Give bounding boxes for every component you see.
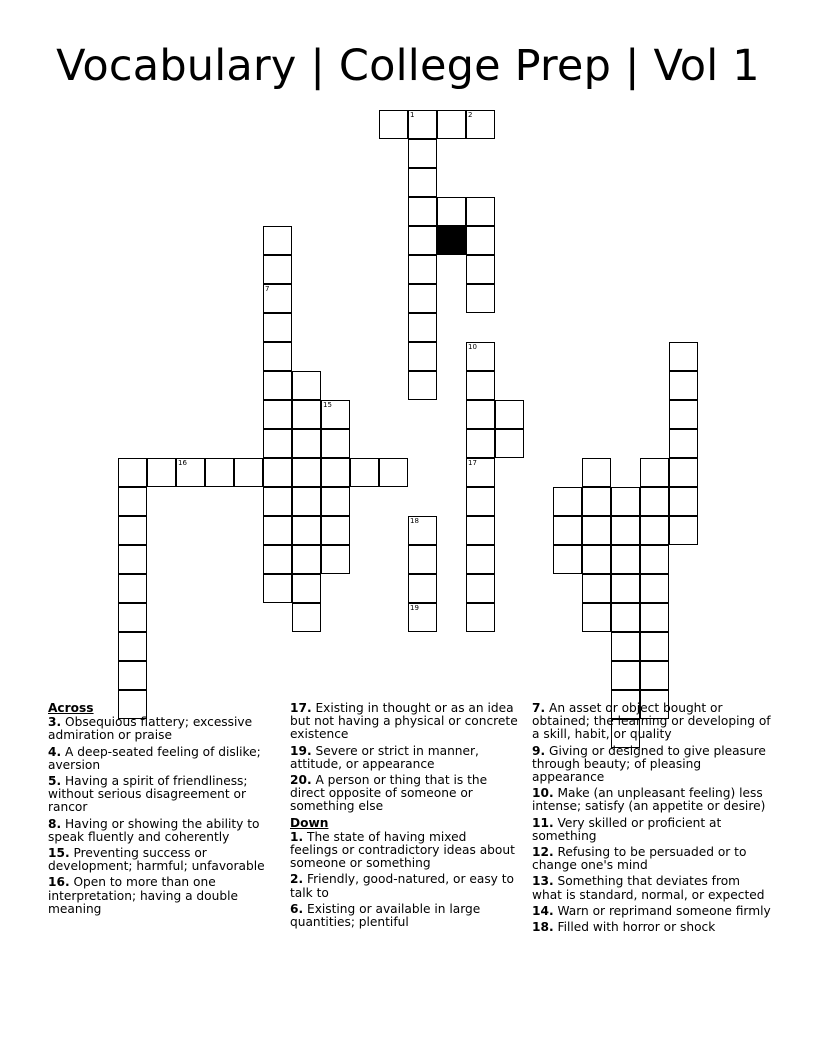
grid-cell[interactable] [611, 661, 640, 690]
grid-cell[interactable] [118, 661, 147, 690]
clue-number: 11. [532, 815, 554, 830]
cell-number: 18 [410, 517, 419, 525]
grid-cell[interactable] [350, 458, 379, 487]
grid-cell[interactable] [292, 516, 321, 545]
clue-number: 19. [290, 743, 312, 758]
grid-cell[interactable] [495, 429, 524, 458]
grid-cell[interactable] [263, 313, 292, 342]
clue-text: Having a spirit of friendliness; without serious disagreement or rancor [48, 774, 248, 815]
grid-cell[interactable] [669, 458, 698, 487]
clue-item [48, 716, 273, 742]
grid-cell[interactable] [408, 574, 437, 603]
clue-text: A person or thing that is the direct opposite of someone or something else [290, 773, 488, 814]
grid-cell[interactable] [292, 400, 321, 429]
grid-cell[interactable] [640, 632, 669, 661]
clue-text: Obsequious flattery; excessive admiration or praise [48, 715, 253, 743]
page-title: Vocabulary | College Prep | Vol 1 [56, 41, 760, 91]
clue-item [532, 905, 772, 918]
clue-column-1 [48, 702, 273, 919]
clue-item [532, 921, 772, 934]
grid-cell[interactable] [118, 603, 147, 632]
grid-cell[interactable] [263, 429, 292, 458]
grid-cell[interactable] [292, 458, 321, 487]
clue-number: 10. [532, 786, 554, 801]
black-cell [437, 226, 466, 255]
grid-cell[interactable] [611, 632, 640, 661]
grid-cell[interactable] [640, 487, 669, 516]
grid-cell[interactable] [263, 255, 292, 284]
grid-cell[interactable] [582, 574, 611, 603]
grid-cell[interactable] [466, 545, 495, 574]
cell-number: 17 [468, 459, 477, 467]
clue-text: Giving or designed to give pleasure through beauty; of pleasing appearance [532, 743, 766, 785]
clue-number: 6. [290, 901, 304, 916]
grid-cell[interactable] [640, 516, 669, 545]
grid-cell[interactable] [263, 371, 292, 400]
grid-cell[interactable] [640, 574, 669, 603]
cell-number: 15 [323, 401, 332, 409]
grid-cell[interactable] [118, 487, 147, 516]
grid-cell[interactable] [263, 342, 292, 371]
cell-number: 16 [178, 459, 187, 467]
clue-number: 16. [48, 875, 70, 890]
clue-number: 13. [532, 874, 554, 889]
grid-cell[interactable] [263, 545, 292, 574]
grid-cell[interactable] [669, 342, 698, 371]
grid-cell[interactable] [263, 516, 292, 545]
grid-cell[interactable] [437, 110, 466, 139]
grid-cell[interactable] [669, 487, 698, 516]
grid-cell[interactable] [321, 516, 350, 545]
clue-text: Refusing to be persuaded or to change one's mind [532, 845, 747, 873]
grid-cell[interactable] [379, 458, 408, 487]
clue-number: 20. [290, 773, 312, 788]
clue-item [290, 702, 518, 742]
grid-cell[interactable] [263, 574, 292, 603]
grid-cell[interactable] [466, 342, 495, 371]
grid-cell[interactable] [292, 545, 321, 574]
clue-number: 15. [48, 846, 70, 861]
grid-cell[interactable] [408, 197, 437, 226]
grid-cell[interactable] [118, 574, 147, 603]
clue-item [48, 847, 273, 873]
clue-text: Open to more than one interpretation; having a double meaning [48, 875, 238, 916]
clue-text: A deep-seated feeling of dislike; aversion [48, 744, 261, 772]
grid-cell[interactable] [553, 516, 582, 545]
clue-number: 3. [48, 715, 62, 730]
grid-cell[interactable] [611, 545, 640, 574]
clue-number: 12. [532, 845, 554, 860]
grid-cell[interactable] [582, 516, 611, 545]
clue-item [532, 702, 772, 742]
grid-cell[interactable] [292, 429, 321, 458]
grid-cell[interactable] [466, 458, 495, 487]
clue-item [290, 774, 518, 814]
clue-number: 18. [532, 920, 554, 935]
grid-cell[interactable] [408, 516, 437, 545]
clue-item [290, 873, 518, 899]
grid-cell[interactable] [466, 429, 495, 458]
grid-cell[interactable] [669, 371, 698, 400]
clue-column-2 [290, 702, 518, 932]
grid-cell[interactable] [118, 516, 147, 545]
across-heading: Across [48, 701, 94, 715]
cell-number: 19 [410, 604, 419, 612]
grid-cell[interactable] [466, 603, 495, 632]
grid-cell[interactable] [321, 487, 350, 516]
cell-number: 1 [410, 111, 415, 119]
clue-number: 1. [290, 829, 304, 844]
clue-text: Filled with horror or shock [553, 920, 716, 935]
cell-number: 2 [468, 111, 473, 119]
clue-text: Existing or available in large quantities; plentiful [290, 901, 481, 930]
clue-text: Make (an unpleasant feeling) less intense; satisfy (an appetite or desire) [532, 786, 766, 814]
grid-cell[interactable] [582, 603, 611, 632]
clue-item [532, 817, 772, 843]
clue-text: Warn or reprimand someone firmly [553, 903, 771, 918]
grid-cell[interactable] [408, 545, 437, 574]
clue-item [48, 818, 273, 844]
grid-cell[interactable] [408, 255, 437, 284]
clue-item [532, 875, 772, 901]
grid-cell[interactable] [669, 429, 698, 458]
cell-number: 7 [265, 285, 270, 293]
grid-cell[interactable] [408, 139, 437, 168]
clue-text: Severe or strict in manner, attitude, or appearance [290, 743, 479, 771]
clue-item [290, 745, 518, 771]
grid-cell[interactable] [553, 487, 582, 516]
clue-text: The state of having mixed feelings or contradictory ideas about someone or something [290, 829, 515, 871]
grid-cell[interactable] [466, 371, 495, 400]
clue-text: Something that deviates from what is standard, normal, or expected [532, 874, 765, 902]
clue-text: Very skilled or proficient at something [532, 815, 722, 843]
grid-cell[interactable] [408, 371, 437, 400]
grid-cell[interactable] [292, 487, 321, 516]
grid-cell[interactable] [611, 574, 640, 603]
grid-cell[interactable] [118, 458, 147, 487]
grid-cell[interactable] [408, 603, 437, 632]
grid-cell[interactable] [321, 545, 350, 574]
grid-cell[interactable] [379, 110, 408, 139]
clue-number: 17. [290, 701, 312, 715]
grid-cell[interactable] [640, 661, 669, 690]
clue-item [532, 787, 772, 813]
grid-cell[interactable] [582, 545, 611, 574]
grid-cell[interactable] [669, 400, 698, 429]
grid-cell[interactable] [611, 516, 640, 545]
clue-text: Friendly, good-natured, or easy to talk to [290, 872, 515, 900]
clue-number: 8. [48, 816, 62, 831]
clue-number: 14. [532, 903, 554, 918]
grid-cell[interactable] [408, 284, 437, 313]
grid-cell[interactable] [118, 545, 147, 574]
grid-cell[interactable] [466, 284, 495, 313]
grid-cell[interactable] [640, 458, 669, 487]
grid-cell[interactable] [466, 255, 495, 284]
grid-cell[interactable] [582, 487, 611, 516]
grid-cell[interactable] [408, 110, 437, 139]
grid-cell[interactable] [640, 603, 669, 632]
grid-cell[interactable] [466, 110, 495, 139]
grid-cell[interactable] [466, 487, 495, 516]
clue-text: Existing in thought or as an idea but not having a physical or concrete existence [290, 701, 518, 742]
grid-cell[interactable] [263, 487, 292, 516]
grid-cell[interactable] [292, 371, 321, 400]
grid-cell[interactable] [234, 458, 263, 487]
clue-item [290, 831, 518, 871]
clue-column-3 [532, 702, 772, 937]
grid-cell[interactable] [669, 516, 698, 545]
cell-number: 10 [468, 343, 477, 351]
grid-cell[interactable] [408, 168, 437, 197]
clue-number: 9. [532, 743, 546, 758]
grid-cell[interactable] [321, 400, 350, 429]
grid-cell[interactable] [640, 545, 669, 574]
grid-cell[interactable] [611, 487, 640, 516]
grid-cell[interactable] [466, 574, 495, 603]
grid-cell[interactable] [176, 458, 205, 487]
clue-number: 2. [290, 872, 304, 887]
grid-cell[interactable] [466, 197, 495, 226]
down-heading: Down [290, 815, 329, 830]
grid-cell[interactable] [553, 545, 582, 574]
grid-cell[interactable] [147, 458, 176, 487]
grid-cell[interactable] [495, 400, 524, 429]
grid-cell[interactable] [408, 313, 437, 342]
grid-cell[interactable] [437, 197, 466, 226]
grid-cell[interactable] [321, 429, 350, 458]
clue-item [48, 876, 273, 916]
clue-text: Preventing success or development; harmful; unfavorable [48, 846, 265, 874]
grid-cell[interactable] [466, 226, 495, 255]
grid-cell[interactable] [292, 574, 321, 603]
grid-cell[interactable] [582, 458, 611, 487]
clue-item [532, 745, 772, 785]
grid-cell[interactable] [205, 458, 234, 487]
grid-cell[interactable] [408, 342, 437, 371]
grid-cell[interactable] [611, 603, 640, 632]
clue-number: 7. [532, 701, 546, 715]
grid-cell[interactable] [263, 458, 292, 487]
clue-text: Having or showing the ability to speak fluently and coherently [48, 816, 260, 844]
clue-item [48, 746, 273, 772]
grid-cell[interactable] [263, 226, 292, 255]
clue-item [48, 775, 273, 815]
grid-cell[interactable] [118, 632, 147, 661]
clue-text: An asset or object bought or obtained; the learning or developing of a skill, habit, or quality [532, 701, 771, 742]
grid-cell[interactable] [263, 400, 292, 429]
grid-cell[interactable] [263, 284, 292, 313]
grid-cell[interactable] [292, 603, 321, 632]
clue-number: 4. [48, 744, 62, 759]
clue-number: 5. [48, 774, 62, 789]
grid-cell[interactable] [321, 458, 350, 487]
clue-item [532, 846, 772, 872]
grid-cell[interactable] [408, 226, 437, 255]
grid-cell[interactable] [466, 400, 495, 429]
grid-cell[interactable] [466, 516, 495, 545]
clue-item [290, 903, 518, 929]
